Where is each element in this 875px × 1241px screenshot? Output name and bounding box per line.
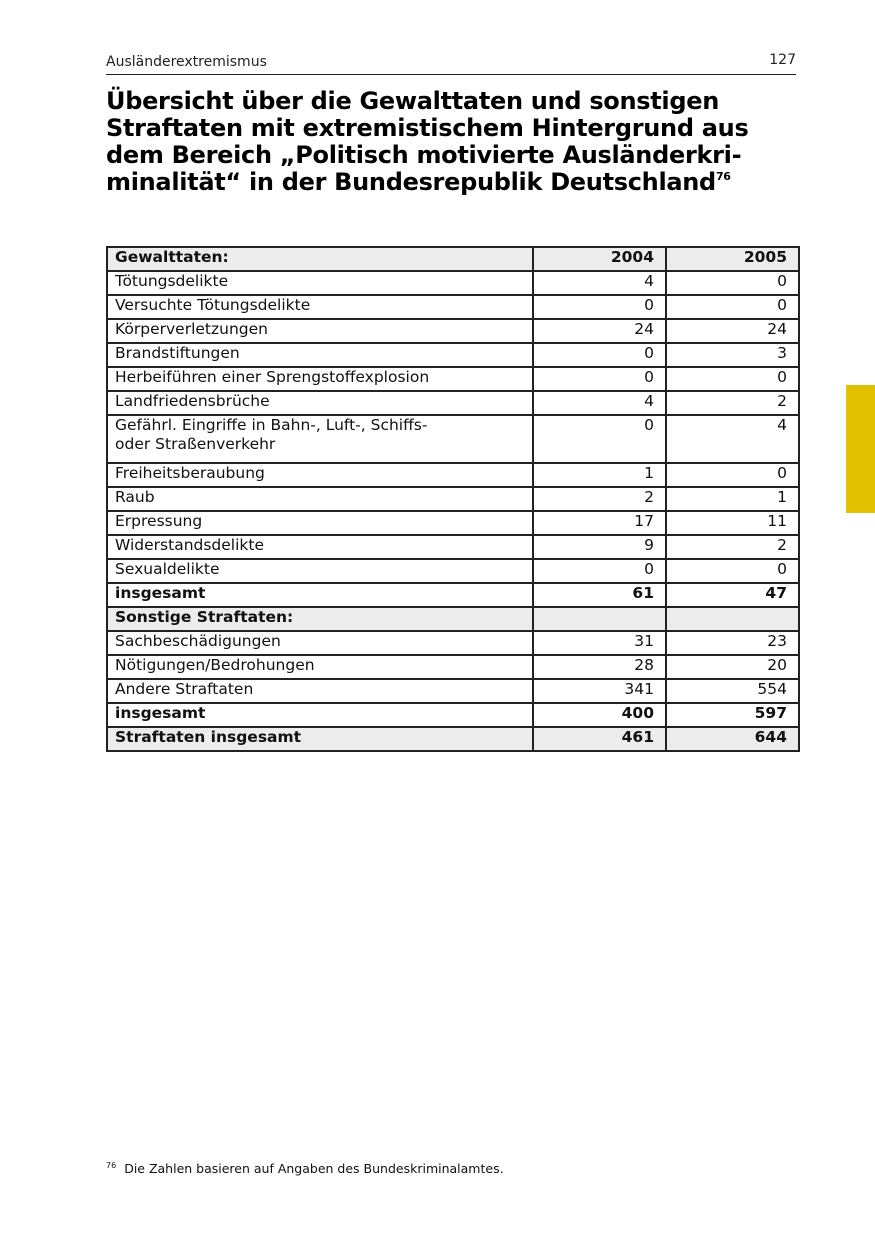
row-label <box>107 607 533 631</box>
row-label <box>107 271 533 295</box>
row-label <box>107 655 533 679</box>
row-label-text: Sonstige Straftaten: <box>115 608 294 626</box>
row-label-text: Raub <box>115 488 155 506</box>
value-2004: 0 <box>533 559 666 583</box>
row-label-text: Widerstandsdelikte <box>115 536 265 554</box>
value-2004: 0 <box>533 295 666 319</box>
row-label-text: Versuchte Tötungsdelikte <box>115 296 311 314</box>
table-total-row <box>107 703 799 727</box>
value-2005: 20 <box>666 655 799 679</box>
value-2004: 9 <box>533 535 666 559</box>
row-label-text: Tötungsdelikte <box>115 272 229 290</box>
table-row <box>107 535 799 559</box>
table-row <box>107 367 799 391</box>
row-label-text: Erpressung <box>115 512 203 530</box>
footnote-number: 76 <box>106 1161 117 1170</box>
row-label-text: Sexualdelikte <box>115 560 220 578</box>
row-label-text: Straftaten insgesamt <box>115 728 302 746</box>
row-label-text: insgesamt <box>115 584 206 602</box>
value-2004: 2 <box>533 487 666 511</box>
value-2005: 2 <box>666 535 799 559</box>
table-row <box>107 271 799 295</box>
row-label <box>107 703 533 727</box>
row-label <box>107 631 533 655</box>
row-label-text: Nötigungen/Bedrohungen <box>115 656 315 674</box>
value-2005: 0 <box>666 271 799 295</box>
value-2004: 2004 <box>533 247 666 271</box>
table-row <box>107 559 799 583</box>
value-2004: 341 <box>533 679 666 703</box>
row-label-text-line2: oder Straßenverkehr <box>115 435 276 453</box>
value-2005: 644 <box>666 727 799 751</box>
table-total-row <box>107 727 799 751</box>
value-2004: 31 <box>533 631 666 655</box>
value-2005: 47 <box>666 583 799 607</box>
heading-line: Straftaten mit extremistischem Hintergrund aus <box>106 114 749 142</box>
row-label-text: insgesamt <box>115 704 206 722</box>
value-2005: 11 <box>666 511 799 535</box>
row-label <box>107 583 533 607</box>
table-section-header-row <box>107 247 799 271</box>
footnote-reference: 76 <box>715 170 731 183</box>
running-title: Ausländerextremismus <box>106 54 267 70</box>
row-label <box>107 319 533 343</box>
value-2004: 28 <box>533 655 666 679</box>
value-2004: 4 <box>533 271 666 295</box>
row-label <box>107 727 533 751</box>
row-label-text: Freiheitsberaubung <box>115 464 265 482</box>
value-2004: 400 <box>533 703 666 727</box>
value-2004: 0 <box>533 343 666 367</box>
row-label <box>107 367 533 391</box>
row-label <box>107 511 533 535</box>
row-label <box>107 295 533 319</box>
row-label-text: Körperverletzungen <box>115 320 268 338</box>
table-row <box>107 415 799 463</box>
table-row <box>107 343 799 367</box>
row-label-text: Sachbeschädigungen <box>115 632 281 650</box>
row-label-text: Gewalttaten: <box>115 248 229 266</box>
row-label <box>107 487 533 511</box>
heading-line: dem Bereich „Politisch motivierte Ausländerkri- <box>106 141 742 169</box>
value-2004: 0 <box>533 415 666 463</box>
table-total-row <box>107 583 799 607</box>
value-2005: 554 <box>666 679 799 703</box>
table-row <box>107 655 799 679</box>
table-row <box>107 631 799 655</box>
table-row <box>107 487 799 511</box>
row-label <box>107 559 533 583</box>
value-2005: 24 <box>666 319 799 343</box>
value-2005: 2 <box>666 391 799 415</box>
page-number: 127 <box>769 52 796 68</box>
value-2005: 0 <box>666 559 799 583</box>
value-2004: 17 <box>533 511 666 535</box>
row-label <box>107 535 533 559</box>
table-section-header-row <box>107 607 799 631</box>
heading-line-text: minalität“ in der Bundesrepublik Deutschland <box>106 168 716 196</box>
value-2005: 0 <box>666 367 799 391</box>
row-label-text: Brandstiftungen <box>115 344 240 362</box>
value-2005: 3 <box>666 343 799 367</box>
row-label-text: Andere Straftaten <box>115 680 254 698</box>
page-heading <box>106 87 749 196</box>
row-label-text: Landfriedensbrüche <box>115 392 270 410</box>
value-2004 <box>533 607 666 631</box>
table-body <box>107 247 799 751</box>
value-2005: 1 <box>666 487 799 511</box>
value-2004: 24 <box>533 319 666 343</box>
heading-line-last <box>106 169 746 196</box>
table-row <box>107 511 799 535</box>
value-2005: 23 <box>666 631 799 655</box>
row-label-text: Gefährl. Eingriffe in Bahn-, Luft-, Schiffs- <box>115 416 428 434</box>
heading-line: Übersicht über die Gewalttaten und sonstigen <box>106 87 720 115</box>
running-header <box>106 52 796 75</box>
table-row <box>107 295 799 319</box>
value-2004: 4 <box>533 391 666 415</box>
table-row <box>107 679 799 703</box>
value-2004: 461 <box>533 727 666 751</box>
row-label <box>107 247 533 271</box>
row-label-text: Herbeiführen einer Sprengstoffexplosion <box>115 368 430 386</box>
row-label <box>107 391 533 415</box>
row-label <box>107 679 533 703</box>
value-2005: 2005 <box>666 247 799 271</box>
value-2005: 597 <box>666 703 799 727</box>
row-label <box>107 463 533 487</box>
value-2005: 0 <box>666 463 799 487</box>
footnote-text: Die Zahlen basieren auf Angaben des Bundeskriminalamtes. <box>124 1161 504 1176</box>
value-2005 <box>666 607 799 631</box>
chapter-color-tab <box>846 385 875 513</box>
value-2004: 0 <box>533 367 666 391</box>
table-row <box>107 391 799 415</box>
value-2004: 61 <box>533 583 666 607</box>
table-row <box>107 319 799 343</box>
footnote <box>106 1161 504 1176</box>
crime-statistics-table <box>106 246 800 752</box>
row-label <box>107 343 533 367</box>
row-label <box>107 415 533 463</box>
table-row <box>107 463 799 487</box>
value-2005: 0 <box>666 295 799 319</box>
value-2004: 1 <box>533 463 666 487</box>
value-2005: 4 <box>666 415 799 463</box>
